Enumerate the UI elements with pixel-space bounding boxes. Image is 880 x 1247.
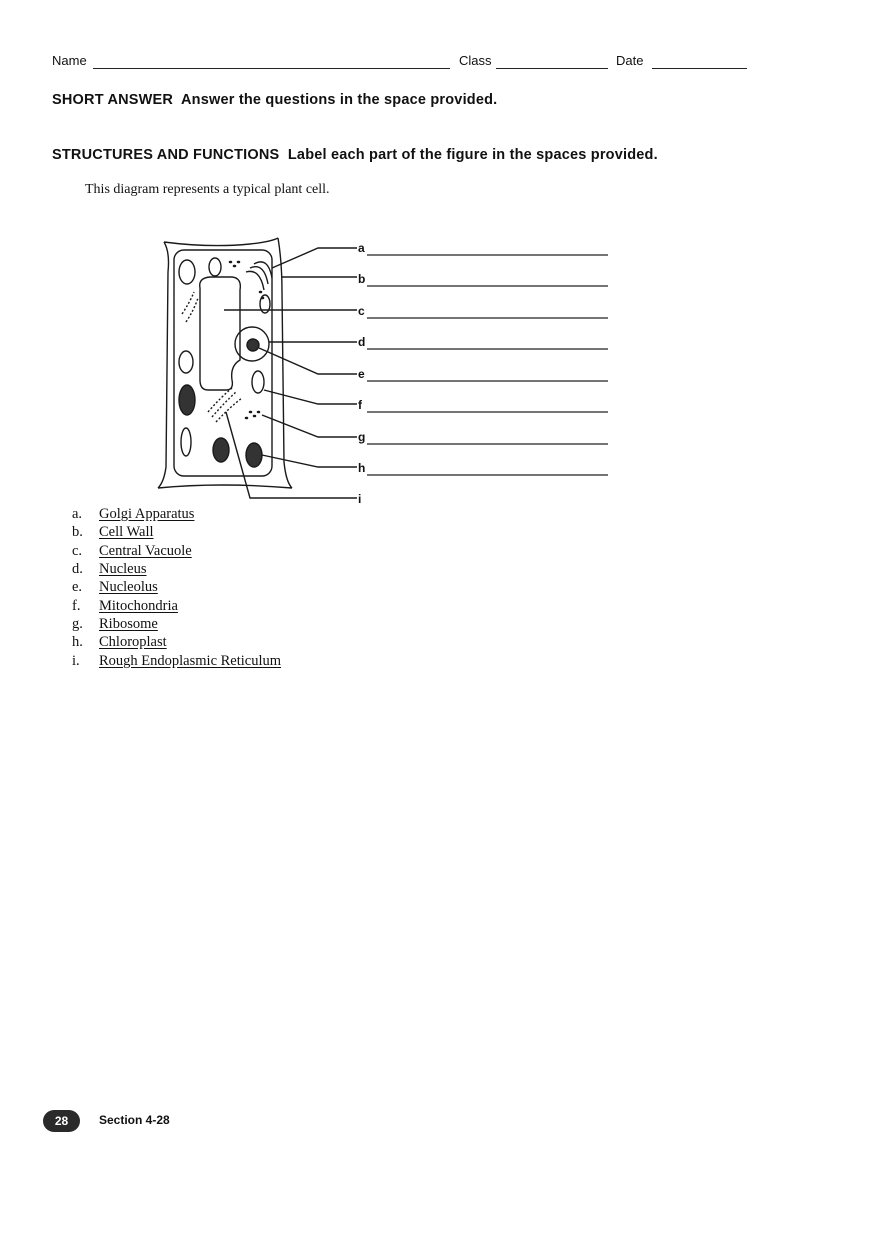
answer-text[interactable]: Mitochondria	[99, 598, 178, 614]
structures-title: STRUCTURES AND FUNCTIONS	[52, 147, 280, 163]
short-answer-heading	[52, 92, 497, 108]
plant-cell-diagram	[150, 232, 620, 512]
leader-h	[262, 455, 357, 467]
chloroplast-5	[246, 443, 262, 467]
answer-letter: g.	[72, 616, 83, 632]
leader-a	[272, 248, 357, 268]
answer-letter: e.	[72, 579, 83, 595]
page-number-badge: 28	[43, 1110, 80, 1132]
class-blank[interactable]	[496, 68, 608, 69]
section-label: Section 4-28	[99, 1113, 170, 1127]
mitochondrion-3	[181, 428, 191, 456]
answer-row-h	[72, 634, 167, 651]
answer-text[interactable]: Ribosome	[99, 616, 158, 632]
answer-text[interactable]: Nucleus	[99, 561, 147, 577]
answer-row-i	[72, 653, 281, 670]
answer-row-e	[72, 579, 158, 596]
short-answer-title: SHORT ANSWER	[52, 92, 174, 108]
date-label: Date	[616, 53, 644, 68]
chloroplast-4	[213, 438, 229, 462]
figure-label-g: g	[358, 430, 366, 444]
intro-text: This diagram represents a typical plant cell.	[85, 182, 330, 197]
short-answer-instruction: Answer the questions in the space provided.	[181, 92, 498, 108]
answer-row-c	[72, 543, 192, 560]
mitochondrion-1	[252, 371, 264, 393]
answer-text[interactable]: Golgi Apparatus	[99, 506, 195, 522]
leader-e	[259, 348, 357, 374]
rough-er	[208, 388, 242, 422]
answer-letter: i.	[72, 653, 80, 669]
nucleolus	[247, 339, 259, 351]
rough-er-2	[182, 292, 198, 322]
figure-label-h: h	[358, 461, 366, 475]
figure-label-d: d	[358, 335, 366, 349]
name-label: Name	[52, 53, 87, 68]
answer-text[interactable]: Chloroplast	[99, 634, 167, 650]
answer-letter: f.	[72, 598, 81, 614]
chloroplast-6	[209, 258, 221, 276]
answer-letter: h.	[72, 634, 83, 650]
central-vacuole	[200, 277, 241, 390]
chloroplast-2	[179, 351, 193, 373]
leader-g	[262, 415, 357, 437]
answer-row-a	[72, 506, 194, 523]
figure-label-a: a	[358, 241, 365, 255]
answer-row-d	[72, 561, 147, 578]
name-blank[interactable]	[93, 68, 450, 69]
answer-letter: d.	[72, 561, 83, 577]
chloroplast-3	[179, 385, 195, 415]
golgi-apparatus	[246, 262, 272, 290]
leader-f	[264, 390, 357, 404]
figure-label-e: e	[358, 367, 365, 381]
chloroplast-1	[179, 260, 195, 284]
figure-label-b: b	[358, 272, 366, 286]
answer-letter: a.	[72, 506, 83, 522]
answer-text[interactable]: Central Vacuole	[99, 543, 192, 559]
answer-text[interactable]: Cell Wall	[99, 524, 154, 540]
figure-label-i: i	[358, 492, 362, 506]
answer-text[interactable]: Nucleolus	[99, 579, 158, 595]
answer-letter: c.	[72, 543, 83, 559]
answer-letter: b.	[72, 524, 83, 540]
answer-row-g	[72, 616, 158, 633]
date-blank[interactable]	[652, 68, 747, 69]
answer-row-f	[72, 598, 178, 615]
answer-text[interactable]: Rough Endoplasmic Reticulum	[99, 653, 282, 669]
answer-row-b	[72, 524, 154, 541]
figure-label-f: f	[358, 398, 362, 412]
class-label: Class	[459, 53, 492, 68]
structures-heading	[52, 147, 658, 163]
figure-label-c: c	[358, 304, 365, 318]
structures-instruction: Label each part of the figure in the spaces provided.	[287, 147, 658, 163]
